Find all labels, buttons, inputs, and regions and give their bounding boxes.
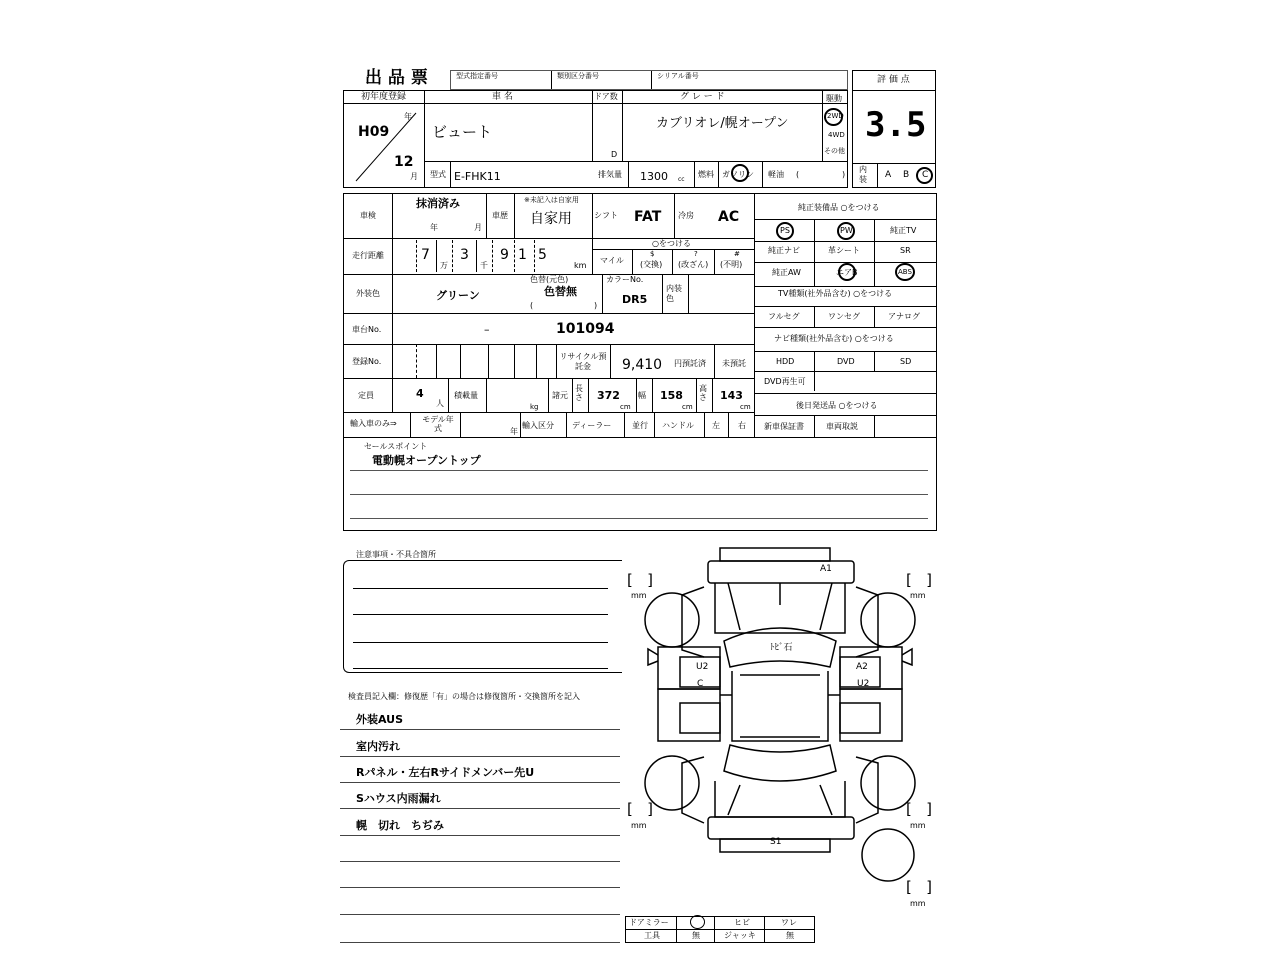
width-label: 幅 bbox=[638, 391, 646, 400]
inspector-rule-8 bbox=[340, 914, 620, 915]
tire-unit-spare: mm bbox=[910, 899, 926, 908]
car-name: ビュート bbox=[432, 123, 493, 141]
equip-pw: PW bbox=[840, 226, 853, 235]
mileage-unit-km: km bbox=[574, 261, 587, 270]
tire-bracket-rr: [ ] bbox=[906, 800, 933, 818]
inspector-rule-4 bbox=[340, 808, 620, 809]
import-label: 輸入車のみ⇒ bbox=[350, 419, 397, 428]
equip-aw: 純正AW bbox=[772, 268, 801, 277]
parallel-label: 並行 bbox=[632, 421, 648, 430]
navi-hdd: HDD bbox=[776, 357, 795, 366]
tire-bracket-fr: [ ] bbox=[906, 571, 933, 589]
navi-title: ナビ種類(社外品含む) ○をつける bbox=[774, 334, 894, 343]
color-change-label: 色替(元色) bbox=[530, 275, 569, 284]
type-designation-label: 型式指定番号 bbox=[456, 72, 498, 80]
mileage-unit-man: 万 bbox=[440, 261, 448, 270]
unknown-symbol: # bbox=[734, 250, 740, 258]
cond-break-label: ワレ bbox=[781, 918, 797, 927]
model-value: E-FHK11 bbox=[454, 170, 501, 183]
notes-line-3 bbox=[353, 642, 608, 643]
interior-grade-c: C bbox=[922, 170, 929, 180]
inspector-line-1: 外装AUS bbox=[356, 713, 404, 726]
swap-text: (交換) bbox=[640, 260, 663, 269]
door-suffix: D bbox=[611, 150, 618, 159]
height-unit: cm bbox=[740, 403, 751, 411]
drive-4wd: 4WD bbox=[828, 131, 845, 139]
inspector-line-4: Sハウス内雨漏れ bbox=[356, 792, 441, 805]
sales-point-text: 電動幌オープントップ bbox=[372, 454, 481, 467]
import-type-label: 輸入区分 bbox=[522, 421, 554, 430]
load-label: 積載量 bbox=[454, 391, 478, 400]
ac-value: AC bbox=[718, 209, 740, 225]
inspector-rule-7 bbox=[340, 887, 620, 888]
mark-left-front-c: C bbox=[697, 679, 704, 689]
mileage-label: 走行距離 bbox=[352, 251, 384, 260]
cond-crack-label: ヒビ bbox=[734, 918, 750, 927]
reg-divider-slash bbox=[354, 111, 419, 183]
mileage-digit-5: 5 bbox=[538, 247, 547, 263]
capacity-label: 定員 bbox=[358, 391, 374, 400]
interior-label: 内装 bbox=[859, 165, 867, 184]
ac-label: 冷房 bbox=[678, 211, 694, 220]
displacement-label: 排気量 bbox=[598, 170, 622, 179]
vehicle-box bbox=[343, 90, 848, 188]
tv-title: TV種類(社外品含む) ○をつける bbox=[778, 289, 893, 298]
mark-windshield-chip: ﾄﾋﾞ石 bbox=[770, 643, 793, 653]
equip-abs: ABS bbox=[898, 268, 912, 276]
equip-airbag-circle bbox=[838, 263, 856, 281]
drive-2wd: 2WD bbox=[827, 112, 844, 120]
shift-value: FAT bbox=[634, 209, 662, 225]
inspector-rule-9 bbox=[340, 942, 620, 943]
exterior-color-label: 外装色 bbox=[356, 289, 380, 298]
tire-bracket-rl: [ ] bbox=[627, 800, 654, 818]
inspector-line-3: Rパネル・左右Rサイドメンバー先U bbox=[356, 766, 535, 779]
mark-left-front-u2: U2 bbox=[696, 662, 709, 672]
fuel-gasoline: ガソリン bbox=[722, 170, 754, 179]
drive-other: その他 bbox=[824, 147, 845, 155]
equip-airbag: エアB bbox=[836, 268, 858, 277]
serial-label: シリアル番号 bbox=[657, 72, 699, 80]
interior-grade-b: B bbox=[903, 170, 910, 180]
tv-fullseg: フルセグ bbox=[768, 312, 800, 321]
equip-sr: SR bbox=[900, 246, 911, 255]
equip-leather: 革シート bbox=[828, 246, 860, 255]
drive-label: 駆動 bbox=[826, 94, 842, 103]
chassis-label: 車台No. bbox=[352, 325, 382, 334]
displacement-value: 1300 bbox=[640, 170, 668, 183]
tire-unit-rr: mm bbox=[910, 821, 926, 830]
drive-2wd-circle bbox=[824, 108, 843, 126]
height-value: 143 bbox=[720, 389, 743, 402]
handle-label: ハンドル bbox=[662, 421, 694, 430]
length-label: 長さ bbox=[575, 384, 583, 402]
score-label: 評 価 点 bbox=[877, 75, 910, 85]
capacity-value: 4 bbox=[416, 387, 424, 400]
capacity-unit: 人 bbox=[436, 399, 444, 408]
category-label: 類別区分番号 bbox=[557, 72, 599, 80]
notes-line-1 bbox=[353, 588, 608, 589]
recycle-unit: 円預託済 bbox=[674, 359, 706, 368]
equip-navi: 純正ナビ bbox=[768, 246, 800, 255]
grade-value: カブリオレ/幌オープン bbox=[656, 116, 789, 131]
score-box bbox=[852, 70, 936, 188]
fuel-paren-open: ( bbox=[796, 170, 800, 179]
header-number-strip bbox=[450, 70, 848, 90]
inspector-rule-5 bbox=[340, 835, 620, 836]
altered-symbol: ? bbox=[694, 250, 698, 258]
chassis-number: 101094 bbox=[556, 321, 615, 337]
inspector-line-2: 室内汚れ bbox=[356, 740, 400, 753]
left-hand-label: 左 bbox=[712, 421, 720, 430]
navi-sd: SD bbox=[900, 357, 912, 366]
mark-right-front-u2: U2 bbox=[857, 679, 870, 689]
mileage-unit-sen: 千 bbox=[480, 261, 488, 270]
mileage-digit-3: 9 bbox=[500, 247, 509, 263]
sheet-title: 出 品 票 bbox=[365, 68, 428, 88]
dims-label: 諸元 bbox=[552, 391, 568, 400]
interior-color-label: 内装色 bbox=[666, 284, 682, 303]
mark-front-a1: A1 bbox=[820, 564, 832, 574]
grade-label: グ レ ー ド bbox=[680, 92, 725, 102]
first-reg-month: 12 bbox=[394, 154, 414, 170]
navi-dvd: DVD bbox=[837, 357, 855, 366]
cond-mirror-circle bbox=[690, 915, 705, 929]
exterior-color-value: グリーン bbox=[436, 289, 480, 302]
inspection-month-unit: 月 bbox=[474, 223, 482, 232]
inspection-label: 車検 bbox=[360, 211, 376, 220]
inspection-value: 抹消済み bbox=[416, 197, 460, 210]
cond-tools-label: 工具 bbox=[644, 931, 660, 940]
right-hand-label: 右 bbox=[738, 421, 746, 430]
recycle-not: 未預託 bbox=[722, 359, 746, 368]
mileage-circle-note: ○をつける bbox=[652, 239, 691, 248]
unknown-text: (不明) bbox=[720, 260, 743, 269]
color-paren-close: ) bbox=[594, 301, 598, 310]
tire-unit-fr: mm bbox=[910, 591, 926, 600]
model-year-label: モデル年式 bbox=[422, 415, 454, 433]
fuel-gasoline-circle bbox=[731, 164, 749, 182]
cond-jack-label: ジャッキ bbox=[724, 931, 756, 940]
notes-line-2 bbox=[353, 614, 608, 615]
inspector-rule-2 bbox=[340, 756, 620, 757]
cond-mirror-label: ドアミラー bbox=[629, 918, 669, 927]
notes-line-4 bbox=[353, 668, 608, 669]
width-value: 158 bbox=[660, 389, 683, 402]
equip-ps-circle bbox=[776, 222, 794, 240]
color-change-value: 色替無 bbox=[544, 285, 577, 298]
later-manual: 車両取説 bbox=[826, 422, 858, 431]
tv-analog: アナログ bbox=[888, 312, 920, 321]
load-unit: kg bbox=[530, 403, 539, 411]
displacement-unit: cc bbox=[678, 176, 685, 183]
equip-abs-circle bbox=[895, 263, 915, 281]
tv-oneseg: ワンセグ bbox=[828, 312, 860, 321]
fuel-label: 燃料 bbox=[698, 170, 714, 179]
mileage-digit-1: 7 bbox=[421, 247, 430, 263]
recycle-label: リサイクル預託金 bbox=[559, 352, 607, 371]
tire-unit-rl: mm bbox=[631, 821, 647, 830]
length-value: 372 bbox=[597, 389, 620, 402]
inspection-year-unit: 年 bbox=[430, 223, 438, 232]
fuel-paren-close: ) bbox=[842, 170, 846, 179]
regno-label: 登録No. bbox=[352, 357, 382, 366]
history-value: 自家用 bbox=[530, 211, 572, 227]
equip-pw-circle bbox=[837, 222, 855, 240]
mark-right-front-a2: A2 bbox=[856, 662, 868, 672]
tire-bracket-spare: [ ] bbox=[906, 878, 933, 896]
color-paren-open: ( bbox=[530, 301, 534, 310]
year-unit: 年 bbox=[404, 112, 412, 121]
details-box bbox=[343, 193, 937, 531]
history-label: 車歴 bbox=[492, 211, 508, 220]
history-note: ※未記入は自家用 bbox=[524, 196, 579, 204]
notes-label: 注意事項・不具合箇所 bbox=[356, 550, 436, 559]
chassis-dash: – bbox=[484, 323, 490, 336]
shift-label: シフト bbox=[594, 211, 618, 220]
altered-text: (改ざん) bbox=[678, 260, 709, 269]
inspector-line-5: 幌 切れ ちぢみ bbox=[356, 819, 444, 832]
tire-bracket-fl: [ ] bbox=[627, 571, 654, 589]
recycle-value: 9,410 bbox=[622, 357, 663, 373]
color-no-label: カラーNo. bbox=[606, 275, 644, 284]
interior-grade-circle bbox=[916, 167, 933, 184]
first-reg-year: H09 bbox=[358, 124, 390, 140]
door-label: ドア数 bbox=[594, 92, 618, 101]
notes-bracket bbox=[343, 560, 622, 673]
sales-point-label: セールスポイント bbox=[364, 442, 428, 451]
inspector-rule-3 bbox=[340, 782, 620, 783]
dealer-label: ディーラー bbox=[572, 421, 612, 430]
first-reg-label: 初年度登録 bbox=[361, 92, 407, 102]
cond-tools-value: 無 bbox=[692, 931, 700, 940]
width-unit: cm bbox=[682, 403, 693, 411]
score-value: 3.5 bbox=[865, 105, 927, 145]
length-unit: cm bbox=[620, 403, 631, 411]
model-year-unit: 年 bbox=[510, 427, 518, 436]
month-unit: 月 bbox=[410, 172, 418, 181]
equipment-title: 純正装備品 ○をつける bbox=[798, 203, 880, 212]
color-no-value: DR5 bbox=[622, 293, 648, 306]
mileage-digit-2: 3 bbox=[460, 247, 469, 263]
later-title: 後日発送品 ○をつける bbox=[796, 401, 878, 410]
model-label: 型式 bbox=[430, 170, 446, 179]
cond-jack-value: 無 bbox=[786, 931, 794, 940]
inspector-rule-6 bbox=[340, 861, 620, 862]
interior-grade-a: A bbox=[885, 170, 892, 180]
mileage-digit-4: 1 bbox=[518, 247, 527, 263]
inspector-rule-1 bbox=[340, 729, 620, 730]
equip-tv: 純正TV bbox=[890, 226, 917, 235]
condition-table bbox=[625, 916, 815, 943]
fuel-diesel: 軽油 bbox=[768, 170, 784, 179]
inspector-label: 検査員記入欄：修復歴「有」の場合は修復箇所・交換箇所を記入 bbox=[348, 692, 580, 701]
mark-rear-s1: S1 bbox=[770, 837, 782, 847]
equip-ps: PS bbox=[780, 226, 790, 235]
dvd-playable: DVD再生可 bbox=[764, 377, 806, 386]
tire-unit-fl: mm bbox=[631, 591, 647, 600]
car-name-label: 車 名 bbox=[492, 92, 513, 102]
car-diagram bbox=[620, 545, 940, 910]
height-label: 高さ bbox=[699, 384, 707, 402]
mile-label: マイル bbox=[600, 256, 624, 265]
swap-symbol: $ bbox=[650, 250, 655, 258]
later-warranty: 新車保証書 bbox=[764, 422, 804, 431]
